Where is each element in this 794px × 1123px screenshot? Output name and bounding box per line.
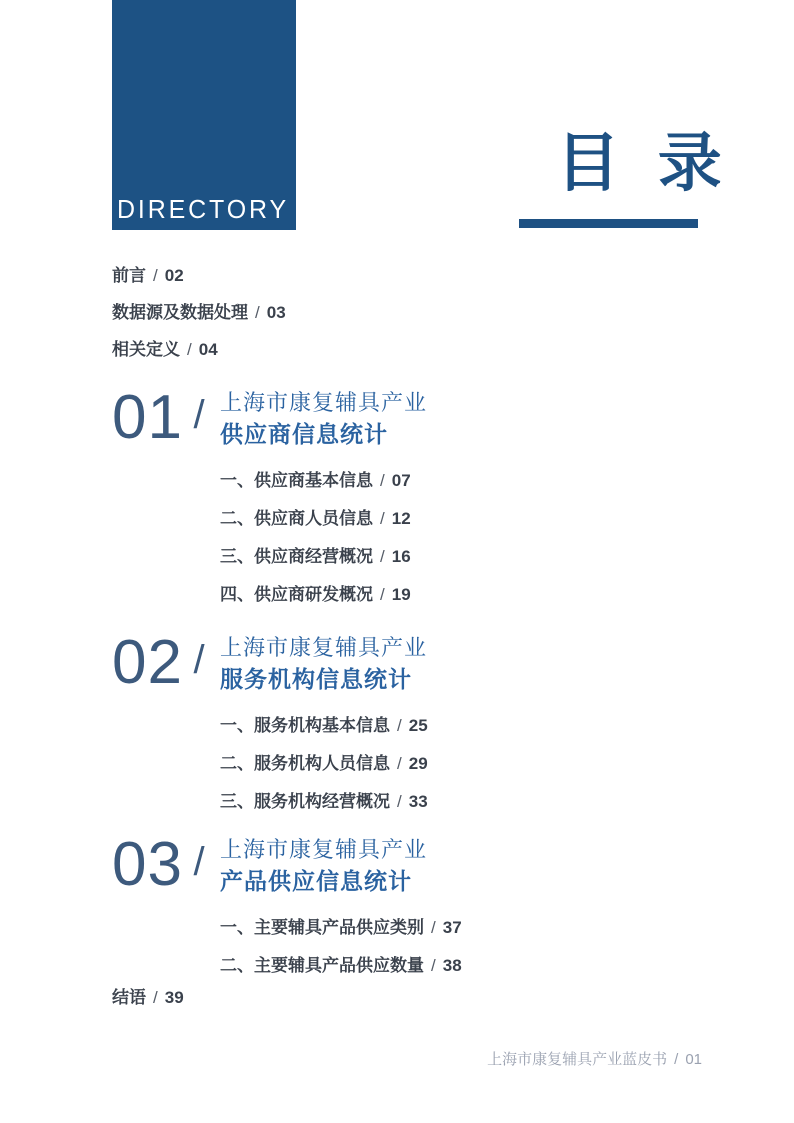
toc-entry-data-sources [112, 303, 286, 323]
section-slash: / [193, 393, 205, 437]
section-item-list [220, 918, 462, 976]
section-title-line2: 服务机构信息统计 [220, 666, 412, 692]
section-titles [220, 633, 427, 694]
toc-entry-label: 数据源及数据处理 [112, 303, 248, 322]
section-title-line2: 供应商信息统计 [220, 421, 388, 447]
toc-entry-label: 二、主要辅具产品供应数量 [220, 956, 424, 975]
section-item-list [220, 716, 428, 812]
toc-entry-separator: / [380, 547, 385, 566]
toc-entry [220, 585, 427, 605]
toc-entry-page: 12 [391, 509, 411, 528]
toc-entry-label: 四、供应商研发概况 [220, 585, 373, 604]
toc-content [112, 0, 752, 1123]
toc-entry-label: 相关定义 [112, 340, 180, 359]
toc-entry-label: 一、主要辅具产品供应类别 [220, 918, 424, 937]
section-header [112, 830, 462, 899]
section-slash: / [193, 840, 205, 884]
section-header [112, 628, 428, 697]
toc-entry-definitions [112, 340, 286, 360]
toc-entry-page: 16 [391, 547, 411, 566]
toc-entry [220, 716, 428, 736]
toc-entry-label: 一、服务机构基本信息 [220, 716, 390, 735]
toc-section-02 [112, 628, 428, 830]
toc-entry-label: 一、供应商基本信息 [220, 471, 373, 490]
section-number: 01 [112, 383, 183, 452]
toc-entry-page: 38 [442, 956, 462, 975]
toc-entry [220, 754, 428, 774]
toc-entry-separator: / [380, 509, 385, 528]
section-titles [220, 388, 427, 449]
toc-entry-separator: / [153, 988, 158, 1007]
toc-entry-page: 39 [164, 988, 184, 1007]
section-title-line1: 上海市康复辅具产业 [220, 837, 428, 862]
section-title-line1: 上海市康复辅具产业 [220, 635, 428, 660]
page-title: 目 录 [556, 127, 732, 199]
toc-entry-page: 07 [391, 471, 411, 490]
toc-entry-label: 三、供应商经营概况 [220, 547, 373, 566]
toc-section-03 [112, 830, 462, 994]
toc-entry-conclusion [112, 988, 184, 1008]
toc-entry-page: 29 [408, 754, 428, 773]
section-number: 03 [112, 830, 183, 899]
toc-entry-separator: / [255, 303, 260, 322]
toc-entry-page: 02 [164, 266, 184, 285]
toc-entry-page: 03 [266, 303, 286, 322]
toc-entry-page: 33 [408, 792, 428, 811]
toc-entry-label: 前言 [112, 266, 146, 285]
toc-entry-label: 三、服务机构经营概况 [220, 792, 390, 811]
toc-entry-separator: / [153, 266, 158, 285]
toc-entry-separator: / [187, 340, 192, 359]
toc-entry-page: 04 [198, 340, 218, 359]
toc-entry-separator: / [397, 792, 402, 811]
section-title-line2: 产品供应信息统计 [220, 868, 412, 894]
section-title-line1: 上海市康复辅具产业 [220, 390, 428, 415]
section-item-list [220, 471, 427, 605]
toc-entry-separator: / [431, 956, 436, 975]
toc-section-01 [112, 383, 428, 623]
toc-entry [220, 509, 427, 529]
toc-entry-label: 二、供应商人员信息 [220, 509, 373, 528]
toc-entry-page: 37 [442, 918, 462, 937]
toc-entry-page: 25 [408, 716, 428, 735]
toc-entry [220, 547, 427, 567]
toc-entry [220, 956, 462, 976]
toc-entry [220, 792, 428, 812]
toc-entry-separator: / [397, 716, 402, 735]
toc-entry-page: 19 [391, 585, 411, 604]
section-slash: / [193, 638, 205, 682]
toc-entry-separator: / [380, 471, 385, 490]
footer-book-title: 上海市康复辅具产业蓝皮书 [487, 1051, 668, 1068]
page-footer [487, 1048, 702, 1069]
toc-entry [220, 918, 462, 938]
toc-entry-separator: / [380, 585, 385, 604]
toc-entry-label: 结语 [112, 988, 146, 1007]
toc-entry-foreword [112, 266, 286, 286]
section-titles [220, 835, 427, 896]
front-matter-list [112, 266, 286, 377]
footer-page-number: 01 [685, 1051, 702, 1068]
section-number: 02 [112, 628, 183, 697]
toc-entry-label: 二、服务机构人员信息 [220, 754, 390, 773]
toc-entry [220, 471, 427, 491]
toc-entry-separator: / [431, 918, 436, 937]
section-header [112, 383, 428, 452]
footer-separator: / [674, 1051, 679, 1068]
directory-label: DIRECTORY [117, 194, 290, 224]
toc-entry-separator: / [397, 754, 402, 773]
